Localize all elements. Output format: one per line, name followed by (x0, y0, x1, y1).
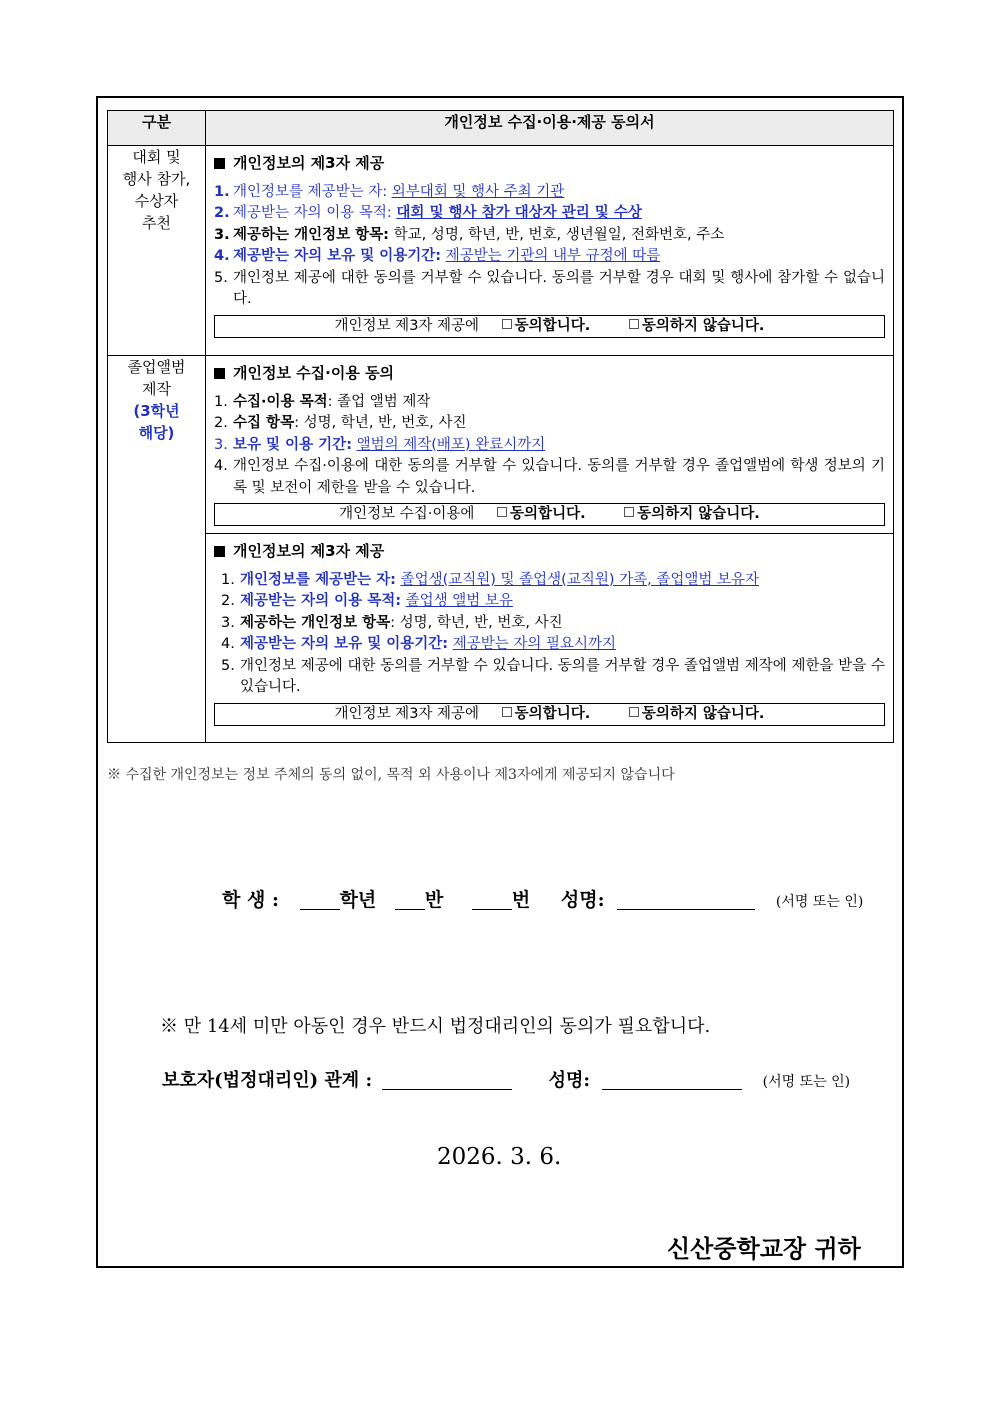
section-title: 개인정보 수집·이용 동의 (214, 363, 885, 385)
header-category: 구분 (108, 111, 206, 146)
guardian-name-field[interactable] (602, 1069, 742, 1090)
row2-content (206, 356, 894, 743)
document-date: 2026. 3. 6. (437, 1144, 562, 1170)
consent-box: 개인정보 제3자 제공에 동의합니다. 동의하지 않습니다. (214, 315, 885, 338)
grade-field[interactable] (300, 889, 340, 910)
row1-category: 대회 및 행사 참가, 수상자 추천 (108, 146, 206, 356)
consent-box: 개인정보 수집·이용에 동의합니다. 동의하지 않습니다. (214, 503, 885, 526)
row2-category: 졸업앨범 제작 (3학년 해당) (108, 356, 206, 743)
list-item: 3. 제공하는 개인정보 항목: 성명, 학년, 반, 번호, 사진 (221, 614, 563, 631)
agree-checkbox[interactable] (502, 707, 512, 717)
list-item: 4. 제공받는 자의 보유 및 이용기간: 제공받는 기관의 내부 규정에 따름 (214, 248, 661, 264)
section-title: 개인정보의 제3자 제공 (214, 541, 885, 563)
agree-checkbox[interactable] (497, 507, 507, 517)
list-item: 1. 개인정보를 제공받는 자: 졸업생(교직원) 및 졸업생(교직원) 가족, 졸업앨범 보유자 (221, 571, 760, 588)
guardian-signature-line: 보호자(법정대리인) 관계 : 성명: (서명 또는 인) (162, 1070, 851, 1091)
guardian-notice: ※ 만 14세 미만 아동인 경우 반드시 법정대리인의 동의가 필요합니다. (160, 1016, 711, 1037)
number-field[interactable] (472, 889, 512, 910)
square-bullet-icon (214, 158, 225, 169)
disagree-checkbox[interactable] (629, 707, 639, 717)
student-signature-line: 학 생 : 학년 반 번 성명: (서명 또는 인) (222, 889, 864, 911)
list-item: 3. 제공하는 개인정보 항목: 학교, 성명, 학년, 반, 번호, 생년월일, 전화번호, 주소 (214, 226, 725, 243)
list-item: 5. 개인정보 제공에 대한 동의를 거부할 수 있습니다. 동의를 거부할 경우 대회 및 행사에 참가할 수 없습니다. (214, 269, 885, 307)
list-item: 2. 제공받는 자의 이용 목적: 대회 및 행사 참가 대상자 관리 및 수상 (214, 205, 642, 221)
list-item: 1. 개인정보를 제공받는 자: 외부대회 및 행사 주최 기관 (214, 183, 565, 200)
disagree-checkbox[interactable] (624, 507, 634, 517)
list-item: 4. 개인정보 수집·이용에 대한 동의를 거부할 수 있습니다. 동의를 거부할 경우 졸업앨범에 학생 정보의 기록 및 보전이 제한을 받을 수 있습니다. (214, 458, 885, 496)
class-field[interactable] (395, 889, 425, 910)
privacy-note: ※ 수집한 개인정보는 정보 주체의 동의 없이, 목적 외 사용이나 제3자에게 제공되지 않습니다 (107, 767, 675, 783)
square-bullet-icon (214, 546, 225, 557)
row1-content (206, 146, 894, 356)
list-item: 1. 수집·이용 목적: 졸업 앨범 제작 (214, 393, 431, 410)
student-name-field[interactable] (617, 889, 755, 910)
list-item: 3. 보유 및 이용 기간: 앨범의 제작(배포) 완료시까지 (214, 436, 546, 453)
list-item: 4. 제공받는 자의 보유 및 이용기간: 제공받는 자의 필요시까지 (221, 636, 616, 652)
addressee: 신산중학교장 귀하 (667, 1234, 861, 1263)
list-item: 2. 제공받는 자의 이용 목적: 졸업생 앨범 보유 (221, 593, 513, 609)
list-item: 2. 수집 항목: 성명, 학년, 반, 번호, 사진 (214, 415, 467, 431)
consent-box: 개인정보 제3자 제공에 동의합니다. 동의하지 않습니다. (214, 703, 885, 726)
header-title: 개인정보 수집·이용·제공 동의서 (206, 111, 894, 146)
agree-checkbox[interactable] (502, 319, 512, 329)
disagree-checkbox[interactable] (629, 319, 639, 329)
consent-table (107, 110, 894, 743)
square-bullet-icon (214, 368, 225, 379)
section-title: 개인정보의 제3자 제공 (214, 153, 885, 175)
relation-field[interactable] (382, 1069, 512, 1090)
list-item: 5. 개인정보 제공에 대한 동의를 거부할 수 있습니다. 동의를 거부할 경우 졸업앨범 제작에 제한을 받을 수 있습니다. (221, 657, 885, 695)
